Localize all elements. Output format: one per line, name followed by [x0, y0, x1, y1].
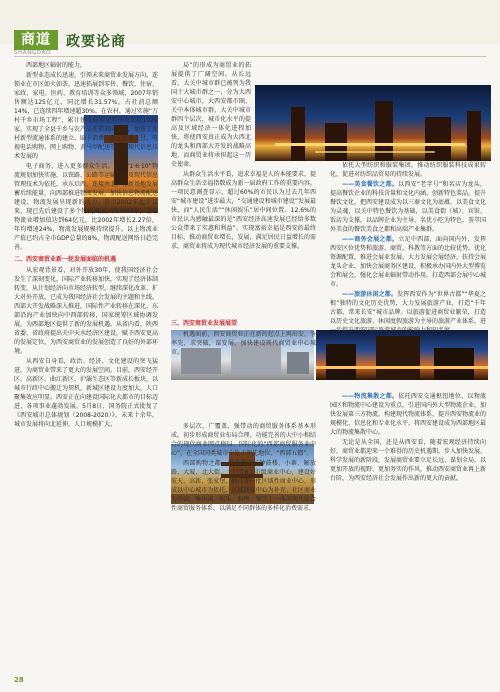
paragraph: 西部购物之都。重点建设好钟鼓楼、小寨、解放路、大厦、北大街、土门等6个市级商业中心，建设好航天、高新、张家堡、曲江等一批区域性商业中心，形成以中心城市为依托、区域商业中心为补充、社区商业为基础，集休闲、娱乐、购物、餐饮于一体的现代综合性商贸服务体系，以满足不同群体的多样化消费需求。 — [171, 460, 316, 512]
photo-spacer — [330, 336, 486, 392]
photo-spacer — [171, 252, 316, 316]
paragraph: 西部地区辐射的能力。 — [26, 62, 87, 69]
subsection-lead: ——美食餐饮之都。 — [342, 181, 399, 188]
paragraph: 从群众生活水平看，追求幸福是人的本能要求，提高群众生活幸福指数成为新一届政府工作的重要内容。一项民意调查显示，超过60%的市民认为过去几年西安“城市建设”进步最大，“交通建设和城市建设”发展最快，而“人民生活”“休闲娱乐”居中间位置。12.6%的市民认为感触最深的是“西安经济高速发展已经给多数公众带来了实惠和利益”。实现富裕幸福是西安的最终目标，推动商贸业增长、发展，满足居民日益增长的需求，商贸业将成为现代城市经济发展的重要支撑。 — [171, 171, 316, 250]
paragraph: 局”的形成为商贸业的拓展提供了广阔空间。从长远看，大关中城市群已被列为我国十大城市群之一，分为大西安中心城市，大西安都市圈、关中本体城市群，大关中城市群四个层次，城市化水平的提高及区域经济一体化进程加快，将使西安真正成为大西北的龙头和西部大开发的战略高地，而商贸业将承担起这一历史使命。 — [171, 62, 251, 168]
paragraph: 机遇面前，西安商贸业正在新的起点上再出发，争率先，求突破，谋发展，加快建设现代商贸业中心城市。 — [171, 331, 316, 356]
paragraph: ——商务会展之都。立足中西部，面向国内外，发挥西安区位优势和旅游、商贸、科教等方面的比较优势，优化资源配置，推进会展业发展。大力发展会展经济，扶持会展龙头企业，加快会展商务区建设，积极承办国内外大型博览会和展会，强化会展业辐射带动作用，打造西部会展中心城市。 — [330, 236, 486, 288]
paragraph: 从宏观背景看，对外开放30年，使我国经济社会发生了深刻变化，国际产业转移加快，实现了经济体制转变，从计划经济向市场经济转型，继续深化改革、扩大对外开放，已成为我国经济社会发展的主题和主线。西部大开发战略深入推进，国际性产业转移在深化，东部沿海产业加快向中西部转移，国家统筹区域协调发展，为西部地区提供了新的发展机遇。从省内看，陕西省委、省政府提出关中天水经济区建设，赋予西安更高的发展定位，为西安商贸业的发展创造了良好的外部环境。 — [14, 267, 158, 355]
column-middle — [171, 61, 316, 636]
paragraph: ——物流集散之都。依托西安交通枢纽地位，以物流园区和物流中心建设为重点，引进国内外大型物流企业，加快发展第三方物流，构建现代物流体系，提升西安物流业的规模化、信息化和专业化水平，将西安建设成为西部地区最大的物流集散中心。 — [330, 393, 486, 436]
section-heading: 二、西安商贸业新一轮发展面临的机遇 — [14, 256, 117, 263]
section-heading: 三、西安商贸业发展展望 — [171, 320, 238, 327]
header-divider — [14, 56, 486, 57]
subsection-lead: ——旅游休闲之都。 — [342, 291, 397, 298]
section-badge: 商道 — [14, 30, 58, 50]
paragraph: 从西安自身看，政治、经济、文化建设的突飞猛进，为商贸业带来了更大的发展空间。目前，西安经开区、高新区、曲江新区、沪灞生态区等新成长板块，以城市行政中心搬迁为契机，新城区建设力度加大，人口聚集效应明显。西安正在向建设国际化大都市的目标迈进，各项事业蓬勃发展。5月8日，国务院正式批复了《西安城市总体规划（2008-2020）》，未来十余年，城市发展将向北延伸，人口规模扩大。 — [14, 358, 158, 428]
paragraph: 多层次、广覆盖，强带动的商贸服务体系基本形成。初步形成商贸业布局合理、功能完善的大中小相结合的现代商业网点格局。国际化的“西部商贸服务业中心”，在全国同类城市中处于领先地位，“西部五都”。 — [171, 423, 316, 457]
section-subtitle: SHANGDAO — [14, 50, 51, 56]
column-left — [14, 61, 158, 661]
page-header — [0, 0, 500, 60]
section-title: 政要论商 — [66, 34, 126, 50]
paragraph: ——美食餐饮之都。以西安“老字号”和名店为龙头，提高餐饮企业的科技含量和文化内涵。创新特色菜品，提升餐饮文化，把西安建设成为以三秦文化为底蕴，以美食文化为灵魂，以关中特色餐饮为基础，以美食街（城）、宾馆、饭店为支撑，以品牌企业为主导，名优小吃为特色，荟萃国外美食的餐饮美食之都和高端产业集群。 — [330, 181, 486, 233]
column-right — [330, 161, 486, 661]
page-number: 28 — [14, 676, 24, 684]
subsection-lead: ——物流集散之都。 — [342, 393, 399, 400]
subsection-lead: ——商务会展之都。 — [342, 236, 399, 243]
paragraph: 无论是从全国，还是从西安看，随着宏观经济持续向好，商贸业都迎来一个难得的历史机遇期。步入加快发展、科学发展的新阶段，发展商贸业要立足长远、谋划全局，以更加开放的视野、更加务实的作风，推动西安商贸业再上新台阶，为西安经济社会发展作出新的更大的贡献。 — [330, 439, 486, 482]
photo-spacer — [171, 358, 316, 422]
paragraph: ——旅游休闲之都。发挥西安作为“世界古都”“华夏之根”独特的文化历史优势，大力发展旅游产业，打造“千年古都，常来长安”城市品牌。以旅游促进商贸业繁荣，打造以历史文化旅游、休闲度假旅游为主导的旅游产业体系，进一步提升西安国际旅游城市的影响力和知名度。 — [330, 291, 486, 334]
paragraph: 新型业态成长迅速，引领未来商贸业发展方向。连锁业在市区如火如荼，迅速拓展到零售、餐饮、住宿、家政、家电、医药、教育培训等众多领域，2007年销售额达125亿元，同比增长31.57%，占社消总额14%，已连续四年增速超30%。在农村，通过实施“万村千乡市场工程”，累计建成标准化连锁农家店1020家，实现了全县千乡与农产品连锁双向流通，加快了农村新型流通体系的建立。刷卡消费、电子货币支付、电视电话购物、网上购物、黄马甲配送等依托现代信息技术发展的 — [14, 72, 158, 160]
paragraph: 电子商务，进入更多群众生活。我市“1·6·10”物流规划加快实施，以铁路、公路等运输方式及现代信息管理技术为依托，承东启西、连接南北，将新基地发展蓄后续能量、向西部推进物流发展，加快信息物流配送建设，物流发展呈现新的动力。我市2002年起步以来，现已先后建设了多个物流园区，到2007年，全市物流业增加值达到64亿元，比2002年增长2.27倍，年均增速24%，物流发展规模持续提升。以上物流业产值已约占全市GDP总量的8%，物流配送网络日趋完善。 — [14, 163, 158, 251]
paragraph: 依托大型纺织和服装集团，推动纺织服装科技成果转化，促进对纺织品贸易的持续发展。 — [330, 162, 486, 178]
